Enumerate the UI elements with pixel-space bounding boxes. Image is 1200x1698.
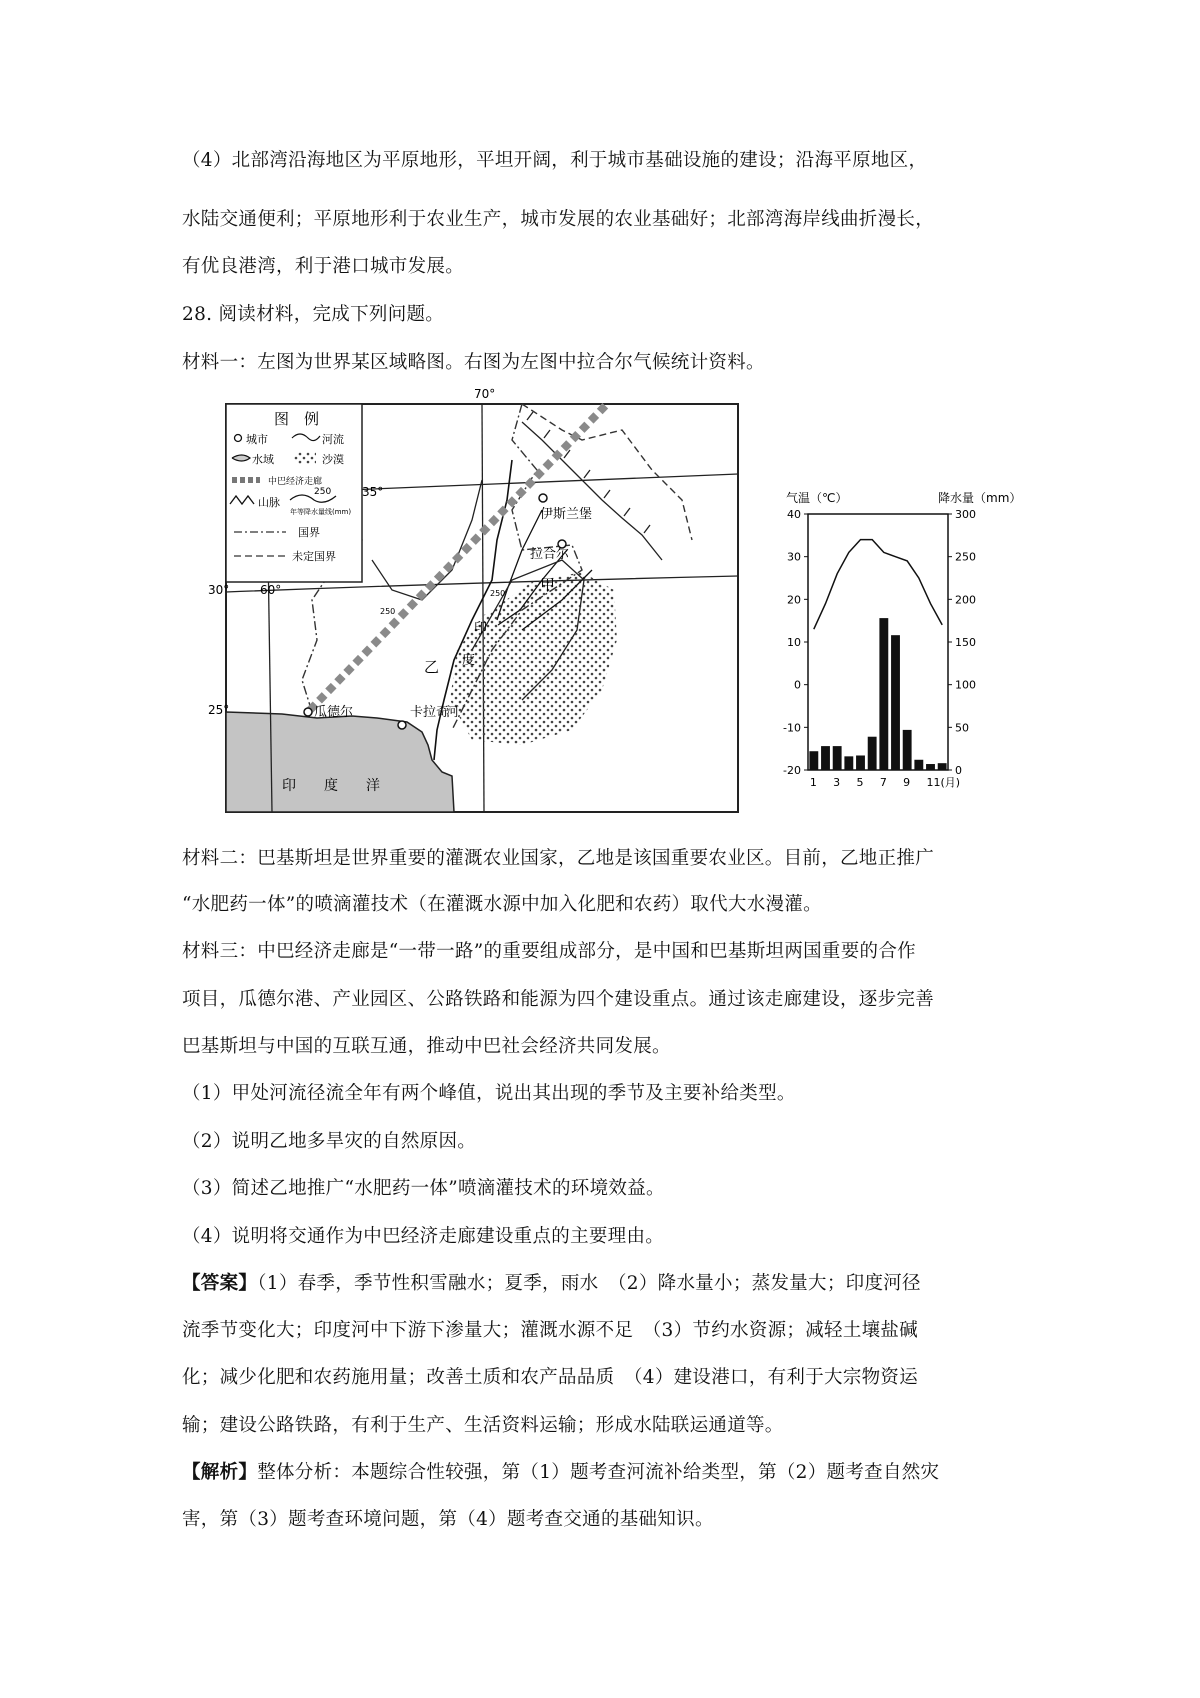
lahore-climate-chart	[770, 400, 1060, 816]
legend-desert-label: 沙漠	[322, 453, 344, 466]
precip-tick-label: 150	[955, 636, 976, 649]
material-3-line-2: 项目，瓜德尔港、产业园区、公路铁路和能源为四个建设重点。通过该走廊建设，逐步完善	[182, 989, 935, 1010]
city-karachi-marker	[398, 721, 406, 729]
legend-mountain-label: 山脉	[258, 496, 280, 509]
analysis-line-2: 害，第（3）题考查环境问题，第（4）题考查交通的基础知识。	[182, 1509, 714, 1530]
precip-bar-8	[891, 635, 900, 770]
precip-bar-2	[821, 746, 830, 770]
legend-corridor-label: 中巴经济走廊	[268, 477, 323, 487]
legend-national-border-label: 国界	[298, 526, 320, 539]
label-indus-char-1: 印	[474, 621, 488, 636]
precip-bar-11	[926, 764, 935, 770]
temp-tick-label: 20	[787, 593, 801, 607]
lat-25-label: 25°	[208, 703, 230, 717]
answer-label: 【答案】	[182, 1273, 258, 1294]
city-islamabad-marker	[539, 494, 547, 502]
material-1: 材料一：左图为世界某区域略图。右图为左图中拉合尔气候统计资料。	[182, 352, 765, 373]
sub-question-1: （1）甲处河流径流全年有两个峰值，说出其出现的季节及主要补给类型。	[182, 1083, 796, 1104]
precip-tick-label: 0	[955, 764, 962, 777]
legend-river-label: 河流	[322, 433, 344, 446]
prev-answer-line-2: 水陆交通便利；平原地形利于农业生产，城市发展的农业基础好；北部湾海岸线曲折漫长，	[182, 209, 935, 230]
precip-bar-12	[938, 763, 947, 770]
answer-line-1	[182, 1269, 921, 1295]
legend-city-icon	[235, 435, 242, 442]
prev-answer-line-1: （4）北部湾沿海地区为平原地形，平坦开阔，利于城市基础设施的建设；沿海平原地区，	[182, 150, 928, 171]
city-gwadar-marker	[304, 708, 312, 716]
precip-tick-label: 250	[955, 550, 976, 564]
label-karachi: 卡拉奇	[410, 705, 450, 720]
precip-bar-4	[844, 756, 853, 770]
label-indian-ocean: 印 度 洋	[282, 778, 380, 794]
answer-line-3: 化；减少化肥和农药施用量；改善土质和农产品品质 （4）建设港口，有利于大宗物资运	[182, 1367, 919, 1388]
month-tick-label: 11(月)	[926, 776, 961, 789]
sub-question-4: （4）说明将交通作为中巴经济走廊建设重点的主要理由。	[182, 1226, 665, 1247]
answer-text-1: （1）春季，季节性积雪融水；夏季，雨水 （2）降水量小；蒸发量大；印度河径	[257, 1273, 921, 1294]
temp-tick-label: 0	[794, 678, 801, 692]
sub-question-2: （2）说明乙地多旱灾的自然原因。	[182, 1131, 477, 1152]
month-tick-label: 9	[903, 776, 911, 789]
lat-35-label: 35°	[362, 485, 384, 499]
precip-bar-7	[879, 618, 888, 770]
label-yi: 乙	[424, 658, 440, 676]
precip-bar-10	[914, 760, 923, 770]
lon-70-label: 70°	[474, 387, 496, 401]
temp-axis-label: 气温（℃）	[786, 491, 848, 505]
precip-bar-9	[903, 730, 912, 770]
month-tick-label: 3	[833, 776, 841, 789]
label-gwadar: 瓜德尔	[314, 705, 354, 720]
temp-tick-label: 30	[787, 550, 801, 564]
precip-tick-label: 50	[955, 721, 969, 735]
temp-tick-label: -20	[783, 764, 801, 777]
precip-bar-3	[833, 746, 842, 770]
label-jia: 甲	[540, 576, 556, 594]
precip-tick-label: 300	[955, 508, 976, 521]
legend-title: 图 例	[274, 410, 320, 428]
temp-tick-label: 40	[787, 508, 801, 521]
precip-tick-label: 200	[955, 593, 976, 607]
isoline-label-west: 250	[380, 607, 396, 616]
month-tick-label: 5	[856, 776, 864, 789]
precip-tick-label: 100	[955, 678, 976, 692]
figure-area	[208, 387, 1022, 820]
temp-tick-label: 10	[787, 636, 801, 649]
legend-water-label: 水域	[252, 453, 274, 466]
legend-isoline-value: 250	[314, 487, 332, 497]
precip-axis-label: 降水量（mm）	[938, 491, 1022, 505]
isoline-label-east: 250	[490, 589, 506, 598]
legend-undetermined-border-label: 未定国界	[292, 550, 336, 563]
analysis-label: 【解析】	[182, 1462, 258, 1483]
month-tick-label: 7	[879, 776, 887, 789]
legend-isoline-label: 年等降水量线(mm)	[290, 508, 352, 516]
sub-question-3: （3）简述乙地推广“水肥药一体”喷滴灌技术的环境效益。	[182, 1178, 665, 1199]
analysis-line-1	[182, 1458, 939, 1484]
analysis-text-1: 整体分析：本题综合性较强，第（1）题考查河流补给类型，第（2）题考查自然灾	[257, 1462, 940, 1483]
temp-tick-label: -10	[783, 721, 801, 735]
legend-desert-icon	[294, 452, 316, 464]
label-lahore: 拉合尔	[530, 547, 570, 562]
answer-line-2: 流季节变化大；印度河中下游下渗量大；灌溉水源不足 （3）节约水资源；减轻土壤盐碱	[182, 1320, 919, 1341]
legend-city-label: 城市	[246, 433, 268, 446]
precip-bar-6	[868, 737, 877, 770]
label-indus-char-3: 河	[446, 705, 460, 720]
precip-bar-1	[809, 751, 818, 770]
chart-plot-frame	[808, 514, 948, 770]
lat-30-label: 30°	[208, 583, 230, 597]
month-tick-label: 1	[809, 776, 817, 789]
precip-bar-5	[856, 755, 865, 770]
material-3-line-3: 巴基斯坦与中国的互联互通，推动中巴社会经济共同发展。	[182, 1036, 671, 1057]
material-2-line-2: “水肥药一体”的喷滴灌技术（在灌溉水源中加入化肥和农药）取代大水漫灌。	[182, 894, 822, 915]
label-islamabad: 伊斯兰堡	[540, 507, 593, 522]
prev-answer-line-3: 有优良港湾，利于港口城市发展。	[182, 256, 465, 277]
label-indus-char-2: 度	[462, 653, 476, 668]
material-3-line-1: 材料三：中巴经济走廊是“一带一路”的重要组成部分，是中国和巴基斯坦两国重要的合作	[182, 941, 916, 962]
material-2-line-1: 材料二：巴基斯坦是世界重要的灌溉农业国家，乙地是该国重要农业区。目前，乙地正推广	[182, 848, 935, 869]
region-map	[208, 387, 742, 816]
lon-60-label: 60°	[260, 583, 282, 597]
question-title: 28. 阅读材料，完成下列问题。	[182, 304, 445, 325]
answer-line-4: 输；建设公路铁路，有利于生产、生活资料运输；形成水陆联运通道等。	[182, 1415, 784, 1436]
